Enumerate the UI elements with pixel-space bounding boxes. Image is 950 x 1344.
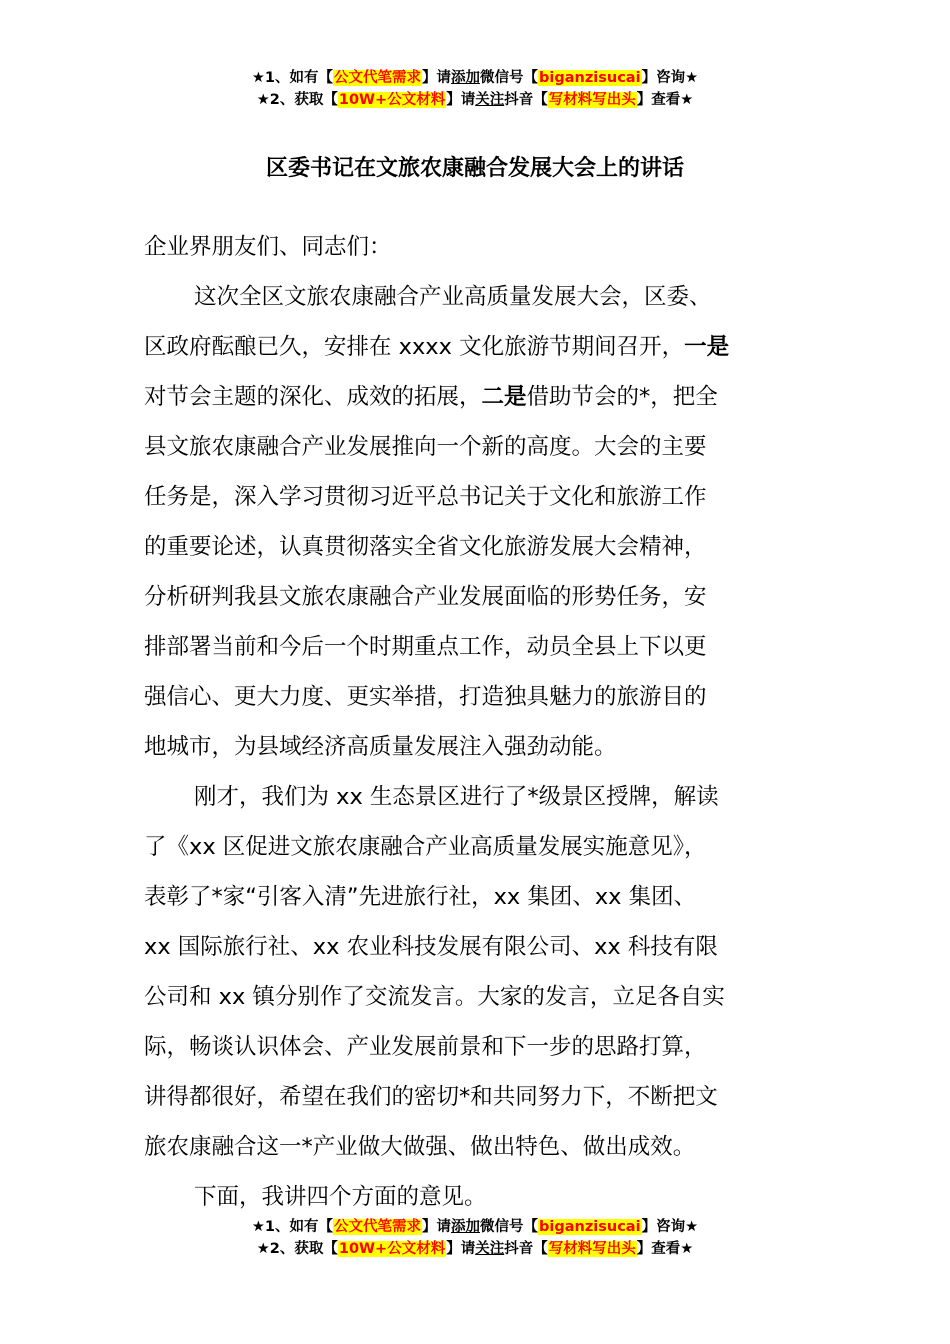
p1-line: 县文旅农康融合产业发展推向一个新的高度。大会的主要 — [144, 434, 707, 460]
salutation: 企业界朋友们、同志们： — [144, 234, 392, 260]
highlight-materials: 10W+公文材料 — [338, 1241, 446, 1257]
p2-line: 刚才，我们为 xx 生态景区进行了*级景区授牌，解读 — [194, 784, 719, 810]
p1-line: 区政府酝酿已久，安排在 xxxx 文化旅游节期间召开，一是 — [144, 334, 730, 360]
p2-line: 公司和 xx 镇分别作了交流发言。大家的发言，立足各自实 — [144, 984, 725, 1010]
p3-line: 下面，我讲四个方面的意见。 — [194, 1184, 487, 1210]
promo-line-1: ★1、如有【公文代笔需求】请添加微信号【biganzisucai】咨询★ — [251, 70, 699, 86]
p1-line: 地城市，为县域经济高质量发展注入强劲动能。 — [144, 734, 617, 760]
p1-line: 任务是，深入学习贯彻习近平总书记关于文化和旅游工作 — [144, 484, 707, 510]
document-body — [144, 222, 824, 1222]
douyin-account: 写材料写出头 — [548, 1241, 636, 1257]
promo-line-1: ★1、如有【公文代笔需求】请添加微信号【biganzisucai】咨询★ — [251, 1219, 699, 1235]
promo-banner-bottom — [0, 1216, 950, 1260]
wechat-id: biganzisucai — [539, 1219, 641, 1235]
highlight-materials: 10W+公文材料 — [338, 92, 446, 108]
p2-line: 际，畅谈认识体会、产业发展前景和下一步的思路打算， — [144, 1034, 707, 1060]
highlight-service: 公文代笔需求 — [334, 70, 422, 86]
douyin-account: 写材料写出头 — [548, 92, 636, 108]
p2-line: 了《xx 区促进文旅农康融合产业高质量发展实施意见》， — [144, 834, 707, 860]
p2-line: 旅农康融合这一*产业做大做强、做出特色、做出成效。 — [144, 1134, 696, 1160]
highlight-service: 公文代笔需求 — [334, 1219, 422, 1235]
document-title: 区委书记在文旅农康融合发展大会上的讲话 — [265, 156, 684, 181]
promo-banner-top — [0, 67, 950, 111]
promo-line-2: ★2、获取【10W+公文材料】请关注抖音【写材料写出头】查看★ — [256, 1241, 694, 1257]
promo-line-2: ★2、获取【10W+公文材料】请关注抖音【写材料写出头】查看★ — [256, 92, 694, 108]
p1-line: 强信心、更大力度、更实举措，打造独具魅力的旅游目的 — [144, 684, 707, 710]
p2-line: 表彰了*家“引客入清”先进旅行社，xx 集团、xx 集团、 — [144, 884, 697, 910]
emphasis-first: 一是 — [684, 334, 730, 360]
p1-line: 对节会主题的深化、成效的拓展，二是借助节会的*，把全 — [144, 384, 718, 410]
p2-line: xx 国际旅行社、xx 农业科技发展有限公司、xx 科技有限 — [144, 934, 718, 960]
wechat-id: biganzisucai — [539, 70, 641, 86]
emphasis-second: 二是 — [481, 384, 527, 410]
p1-line: 分析研判我县文旅农康融合产业发展面临的形势任务，安 — [144, 584, 707, 610]
p1-line: 的重要论述，认真贯彻落实全省文化旅游发展大会精神， — [144, 534, 707, 560]
p1-line: 排部署当前和今后一个时期重点工作，动员全县上下以更 — [144, 634, 707, 660]
p2-line: 讲得都很好，希望在我们的密切*和共同努力下，不断把文 — [144, 1084, 718, 1110]
p1-line: 这次全区文旅农康融合产业高质量发展大会，区委、 — [194, 284, 712, 310]
